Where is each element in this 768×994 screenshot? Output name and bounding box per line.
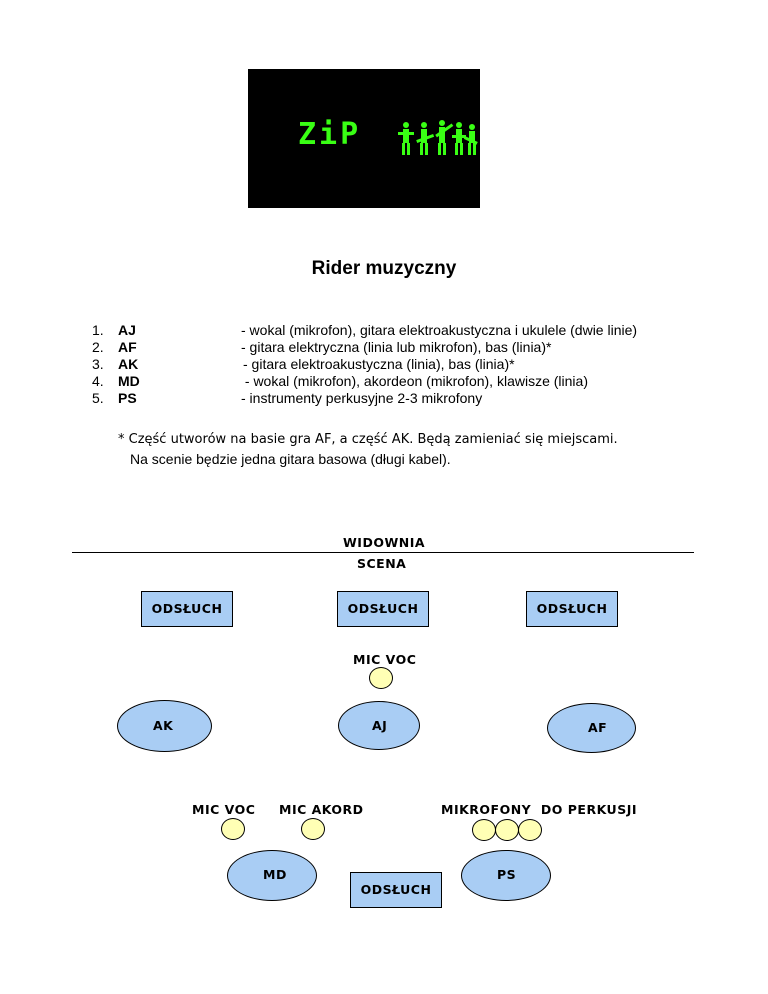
mic-perc-2-icon — [495, 819, 519, 841]
member-code: AF — [118, 339, 137, 355]
list-number: 3. — [92, 356, 104, 372]
list-number: 2. — [92, 339, 104, 355]
audience-label: WIDOWNIA — [343, 535, 426, 550]
bass-cable-note: Na scenie będzie jedna gitara basowa (długi kabel). — [130, 451, 451, 467]
page-title: Rider muzyczny — [311, 258, 457, 279]
player-md-label: MD — [263, 867, 287, 882]
member-code: PS — [118, 390, 137, 406]
list-number: 4. — [92, 373, 104, 389]
player-aj — [338, 701, 420, 750]
mic-voc-label-md: MIC VOC — [192, 802, 256, 817]
player-ps-label: PS — [497, 867, 517, 882]
band-silhouettes-icon — [398, 119, 478, 159]
monitor-right: ODSŁUCH — [526, 591, 618, 627]
player-ak — [117, 700, 212, 752]
logo-text: ZiP — [298, 117, 362, 152]
mic-voc-label-aj: MIC VOC — [353, 652, 417, 667]
player-af-label: AF — [588, 720, 608, 735]
player-aj-label: AJ — [372, 718, 388, 733]
list-number: 5. — [92, 390, 104, 406]
member-code: MD — [118, 373, 140, 389]
member-description: - wokal (mikrofon), akordeon (mikrofon), klawisze (linia) — [241, 373, 588, 389]
monitor-bottom: ODSŁUCH — [350, 872, 442, 908]
member-description: - wokal (mikrofon), gitara elektroakustyczna i ukulele (dwie linie) — [241, 322, 638, 338]
mic-perc-1-icon — [472, 819, 496, 841]
mic-voc-aj-icon — [369, 667, 393, 689]
stage-label: SCENA — [357, 556, 407, 571]
member-description: - instrumenty perkusyjne 2-3 mikrofony — [241, 390, 483, 406]
player-ps — [461, 850, 551, 901]
member-description: - gitara elektryczna (linia lub mikrofon), bas (linia)* — [241, 339, 552, 355]
member-description: - gitara elektroakustyczna (linia), bas (linia)* — [243, 356, 515, 372]
mic-akord-label: MIC AKORD — [279, 802, 364, 817]
player-md — [227, 850, 317, 901]
member-code: AJ — [118, 322, 136, 338]
mic-voc-md-icon — [221, 818, 245, 840]
mic-perc-3-icon — [518, 819, 542, 841]
band-logo — [248, 69, 480, 208]
stage-edge-divider — [72, 552, 694, 553]
monitor-center: ODSŁUCH — [337, 591, 429, 627]
member-code: AK — [118, 356, 139, 372]
monitor-left: ODSŁUCH — [141, 591, 233, 627]
mic-perc-label: MIKROFONY DO PERKUSJI — [441, 802, 638, 817]
player-ak-label: AK — [153, 718, 174, 733]
bass-note: * Część utworów na basie gra AF, a część AK. Będą zamieniać się miejscami. — [118, 432, 618, 447]
list-number: 1. — [92, 322, 104, 338]
mic-akord-icon — [301, 818, 325, 840]
player-af — [547, 703, 636, 753]
